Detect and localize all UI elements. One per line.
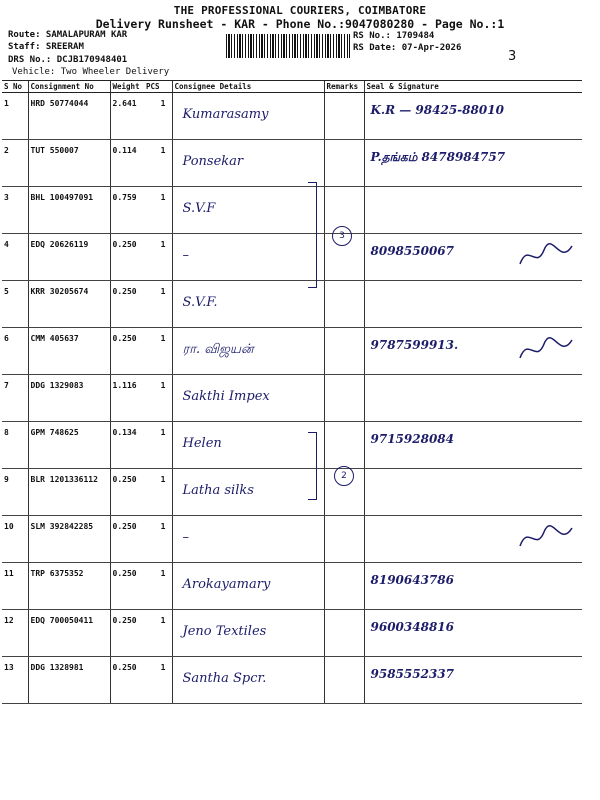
row-consignment: EDQ 20626119 xyxy=(28,234,110,281)
row-weight: 0.114 xyxy=(110,140,144,187)
handwritten-signature: 8190643786 xyxy=(370,573,454,587)
table-row xyxy=(2,563,582,610)
handwritten-signature: 9585552337 xyxy=(370,667,454,681)
row-consignment: TRP 6375352 xyxy=(28,563,110,610)
table-row xyxy=(2,234,582,281)
row-seal-signature xyxy=(364,93,582,140)
vehicle-label: Vehicle: Two Wheeler Delivery xyxy=(12,67,170,77)
row-weight: 0.250 xyxy=(110,469,144,516)
row-consignee xyxy=(172,469,324,516)
handwritten-consignee-name: – xyxy=(182,530,189,545)
handwritten-signature: 9715928084 xyxy=(370,432,454,446)
row-consignment: DDG 1329083 xyxy=(28,375,110,422)
row-pcs: 1 xyxy=(144,187,172,234)
row-pcs: 1 xyxy=(144,563,172,610)
table-header-row xyxy=(2,81,582,93)
row-seal-signature xyxy=(364,563,582,610)
row-consignment: GPM 748625 xyxy=(28,422,110,469)
table-row xyxy=(2,516,582,563)
row-sno: 5 xyxy=(2,281,28,328)
runsheet-subtitle: Delivery Runsheet - KAR - Phone No.:9047080280 - Page No.:1 xyxy=(95,17,505,31)
row-weight: 0.134 xyxy=(110,422,144,469)
row-consignment: SLM 392842285 xyxy=(28,516,110,563)
rs-number: RS No.: 1709484 xyxy=(353,31,435,41)
row-pcs: 1 xyxy=(144,657,172,704)
table-row xyxy=(2,187,582,234)
row-remarks xyxy=(324,140,364,187)
row-remarks xyxy=(324,610,364,657)
rs-date: RS Date: 07-Apr-2026 xyxy=(353,43,462,53)
row-pcs: 1 xyxy=(144,422,172,469)
handwritten-page-note: 3 xyxy=(508,49,517,64)
row-pcs: 1 xyxy=(144,281,172,328)
row-consignment: TUT 550007 xyxy=(28,140,110,187)
table-row xyxy=(2,469,582,516)
table-row xyxy=(2,281,582,328)
row-consignee xyxy=(172,140,324,187)
row-seal-signature xyxy=(364,469,582,516)
row-sno: 11 xyxy=(2,563,28,610)
row-seal-signature xyxy=(364,328,582,375)
row-seal-signature xyxy=(364,516,582,563)
col-pcs: PCS xyxy=(144,81,172,93)
row-remarks xyxy=(324,375,364,422)
row-sno: 8 xyxy=(2,422,28,469)
handwritten-signature: P.தங்கம் 8478984757 xyxy=(370,150,506,164)
staff-label: Staff: SREERAM xyxy=(8,42,84,52)
row-sno: 4 xyxy=(2,234,28,281)
row-pcs: 1 xyxy=(144,328,172,375)
handwritten-signature: 8098550067 xyxy=(370,244,454,258)
row-weight: 1.116 xyxy=(110,375,144,422)
handwritten-consignee-name: Sakthi Impex xyxy=(182,389,270,404)
row-remarks xyxy=(324,516,364,563)
row-pcs: 1 xyxy=(144,516,172,563)
handwritten-consignee-name: S.V.F. xyxy=(182,295,218,310)
route-label: Route: SAMALAPURAM KAR xyxy=(8,30,128,40)
handwritten-consignee-name: Santha Spcr. xyxy=(182,671,267,686)
row-seal-signature xyxy=(364,657,582,704)
handwritten-consignee-name: Latha silks xyxy=(182,483,254,498)
table-row xyxy=(2,422,582,469)
table-row xyxy=(2,140,582,187)
row-weight: 0.250 xyxy=(110,610,144,657)
row-seal-signature xyxy=(364,422,582,469)
handwritten-consignee-name: Ponsekar xyxy=(182,154,244,169)
handwritten-consignee-name: Helen xyxy=(182,436,222,451)
table-row xyxy=(2,610,582,657)
row-consignment: HRD 50774044 xyxy=(28,93,110,140)
handwritten-signature: 9600348816 xyxy=(370,620,454,634)
signature-scribble-icon xyxy=(516,522,576,552)
remarks-circle-mark: 2 xyxy=(334,466,354,486)
row-pcs: 1 xyxy=(144,140,172,187)
remarks-bracket xyxy=(308,182,317,288)
row-sno: 12 xyxy=(2,610,28,657)
col-weight: Weight xyxy=(110,81,144,93)
row-remarks xyxy=(324,328,364,375)
handwritten-consignee-name: Kumarasamy xyxy=(182,107,269,122)
row-consignee xyxy=(172,610,324,657)
row-consignee xyxy=(172,563,324,610)
remarks-circle-mark: 3 xyxy=(332,226,352,246)
col-remarks: Remarks xyxy=(324,81,364,93)
row-weight: 0.250 xyxy=(110,563,144,610)
row-consignee xyxy=(172,281,324,328)
row-pcs: 1 xyxy=(144,375,172,422)
handwritten-consignee-name: Arokayamary xyxy=(182,577,271,592)
company-title: THE PROFESSIONAL COURIERS, COIMBATORE xyxy=(173,4,427,17)
row-consignee xyxy=(172,187,324,234)
row-consignee xyxy=(172,328,324,375)
row-weight: 2.641 xyxy=(110,93,144,140)
row-sno: 9 xyxy=(2,469,28,516)
table-row xyxy=(2,657,582,704)
row-weight: 0.759 xyxy=(110,187,144,234)
row-seal-signature xyxy=(364,610,582,657)
handwritten-consignee-name: ரா. விஜயன் xyxy=(182,342,254,357)
row-pcs: 1 xyxy=(144,93,172,140)
handwritten-consignee-name: – xyxy=(182,248,189,263)
row-consignment: BHL 100497091 xyxy=(28,187,110,234)
row-consignment: DDG 1328981 xyxy=(28,657,110,704)
handwritten-signature: 9787599913. xyxy=(370,338,459,352)
row-sno: 7 xyxy=(2,375,28,422)
row-weight: 0.250 xyxy=(110,516,144,563)
drs-number: DRS No.: DCJB170948401 xyxy=(8,55,128,65)
row-seal-signature xyxy=(364,140,582,187)
row-consignee xyxy=(172,93,324,140)
row-consignee xyxy=(172,422,324,469)
row-weight: 0.250 xyxy=(110,281,144,328)
row-pcs: 1 xyxy=(144,234,172,281)
row-sno: 3 xyxy=(2,187,28,234)
row-pcs: 1 xyxy=(144,469,172,516)
row-consignment: KRR 30205674 xyxy=(28,281,110,328)
row-consignment: EDQ 700050411 xyxy=(28,610,110,657)
table-row xyxy=(2,375,582,422)
signature-scribble-icon xyxy=(516,334,576,364)
col-consignment: Consignment No xyxy=(28,81,110,93)
handwritten-consignee-name: Jeno Textiles xyxy=(182,624,267,639)
remarks-bracket xyxy=(308,432,317,500)
row-seal-signature xyxy=(364,234,582,281)
table-row xyxy=(2,93,582,140)
row-weight: 0.250 xyxy=(110,234,144,281)
row-sno: 6 xyxy=(2,328,28,375)
row-consignee xyxy=(172,234,324,281)
row-seal-signature xyxy=(364,187,582,234)
row-sno: 2 xyxy=(2,140,28,187)
row-sno: 10 xyxy=(2,516,28,563)
row-seal-signature xyxy=(364,375,582,422)
row-remarks xyxy=(324,422,364,469)
row-seal-signature xyxy=(364,281,582,328)
signature-scribble-icon xyxy=(516,240,576,270)
row-consignee xyxy=(172,375,324,422)
table-row xyxy=(2,328,582,375)
row-remarks xyxy=(324,281,364,328)
row-remarks xyxy=(324,93,364,140)
row-consignee xyxy=(172,516,324,563)
col-sno: S No xyxy=(2,81,28,93)
row-sno: 1 xyxy=(2,93,28,140)
col-consignee: Consignee Details xyxy=(172,81,324,93)
row-weight: 0.250 xyxy=(110,657,144,704)
handwritten-consignee-name: S.V.F xyxy=(182,201,216,216)
col-seal: Seal & Signature xyxy=(364,81,582,93)
barcode-image xyxy=(226,34,350,58)
row-consignment: CMM 405637 xyxy=(28,328,110,375)
row-consignment: BLR 1201336112 xyxy=(28,469,110,516)
runsheet-table xyxy=(2,80,582,704)
handwritten-signature: K.R — 98425-88010 xyxy=(370,103,504,117)
row-remarks xyxy=(324,657,364,704)
row-remarks xyxy=(324,563,364,610)
row-sno: 13 xyxy=(2,657,28,704)
row-consignee xyxy=(172,657,324,704)
row-pcs: 1 xyxy=(144,610,172,657)
row-weight: 0.250 xyxy=(110,328,144,375)
